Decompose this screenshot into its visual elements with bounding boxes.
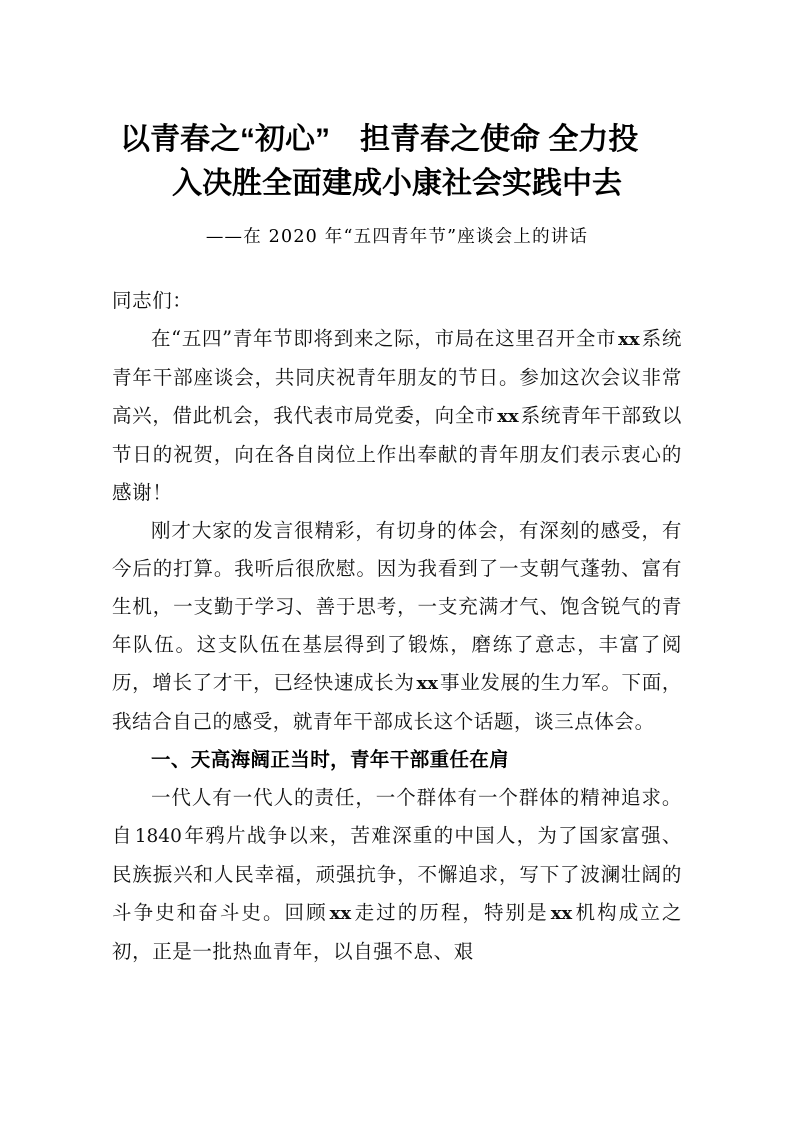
body-paragraph: 一代人有一代人的责任，一个群体有一个群体的精神追求。自 1840 年鸦片战争以来，苦难深重的中国人，为了国家富强、民族振兴和人民幸福，顽强抗争，不懈追求，写下了波澜壮阔的斗争史和奋斗史。回顾 xx 走过的历程，特别是 xx 机构成立之初，正是一批热血青年，以自强不息、艰	[112, 786, 682, 963]
redacted-token: xx	[618, 329, 640, 350]
redacted-token: xx	[497, 406, 519, 427]
section-heading-1: 一、天高海阔正当时，青年干部重任在肩	[151, 749, 510, 771]
document-subtitle: ——在 2020 年“五四青年节”座谈会上的讲话	[205, 227, 589, 247]
redacted-token: xx	[416, 673, 438, 694]
inline-number: 1840	[134, 826, 182, 847]
document-body	[112, 282, 682, 971]
document-title-line-2: 入决胜全面建成小康社会实践中去	[172, 167, 622, 200]
salutation: 同志们：	[112, 289, 193, 312]
document-content	[112, 118, 682, 971]
body-paragraph: 在“五四”青年节即将到来之际，市局在这里召开全市 xx 系统青年干部座谈会，共同庆祝青年朋友的节日。参加这次会议非常高兴，借此机会，我代表市局党委，向全市 xx 系统青年干部致以节日的祝贺，向在各自岗位上作出奉献的青年朋友们表示衷心的感谢！	[112, 327, 682, 504]
document-title	[112, 118, 682, 206]
document-title-line-1: 以青春之“初心” 担青春之使命 全力投	[120, 123, 639, 156]
body-paragraph: 刚才大家的发言很精彩，有切身的体会，有深刻的感受，有今后的打算。我听后很欣慰。因为我看到了一支朝气蓬勃、富有生机，一支勤于学习、善于思考，一支充满才气、饱含锐气的青年队伍。这支队伍在基层得到了锻炼，磨练了意志，丰富了阅历，增长了才干，已经快速成长为 xx 事业发展的生力军。下面，我结合自己的感受，就青年干部成长这个话题，谈三点体会。	[112, 519, 682, 733]
redacted-token: xx	[550, 903, 573, 924]
redacted-token: xx	[329, 903, 352, 924]
